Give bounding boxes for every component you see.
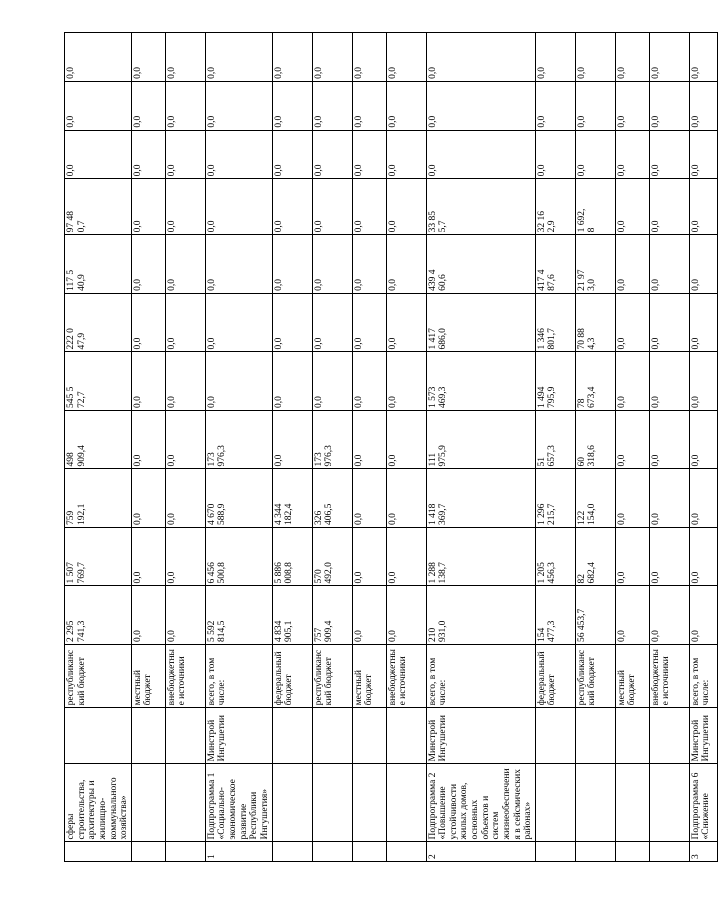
table-row: [165, 33, 205, 862]
table-cell: республиканский бюджет: [575, 645, 615, 708]
table-cell: сферы строительства, архитектуры и жилищно-коммунального хозяйства»: [65, 764, 132, 842]
table-cell: [352, 764, 386, 842]
table-cell: 2: [426, 842, 535, 862]
table-cell: 0,0: [65, 130, 132, 179]
table-cell: 0,0: [426, 130, 535, 179]
table-cell: 0,0: [131, 352, 165, 411]
table-body: [65, 33, 718, 862]
table-cell: 6 456 500,8: [205, 527, 272, 586]
table-cell: 0,0: [352, 293, 386, 352]
table-cell: всего, в том числе:: [205, 645, 272, 708]
table-cell: 0,0: [386, 586, 426, 645]
table-cell: [615, 842, 649, 862]
table-cell: [165, 842, 205, 862]
table-cell: 0,0: [649, 527, 689, 586]
table-cell: внебюджетные источники: [165, 645, 205, 708]
budget-table: [64, 32, 718, 862]
table-cell: 0,0: [65, 33, 132, 82]
table-cell: местный бюджет: [131, 645, 165, 708]
table-cell: 4 344 182,4: [272, 469, 312, 528]
table-row: [689, 33, 717, 862]
table-cell: [272, 708, 312, 764]
table-cell: 33 85 5,7: [426, 179, 535, 235]
table-row: [649, 33, 689, 862]
table-cell: [165, 764, 205, 842]
table-cell: 0,0: [689, 33, 717, 82]
table-cell: 0,0: [131, 33, 165, 82]
table-cell: 0,0: [689, 586, 717, 645]
table-cell: 0,0: [312, 130, 352, 179]
table-cell: 0,0: [575, 81, 615, 130]
table-cell: 70 88 4,3: [575, 293, 615, 352]
table-cell: 0,0: [615, 81, 649, 130]
table-cell: [575, 842, 615, 862]
table-cell: 0,0: [386, 352, 426, 411]
table-cell: 173 976,3: [312, 410, 352, 469]
table-cell: 0,0: [689, 293, 717, 352]
table-cell: 0,0: [689, 81, 717, 130]
table-cell: 51 657,3: [535, 410, 575, 469]
table-cell: 0,0: [386, 469, 426, 528]
rotated-content: [64, 32, 712, 862]
table-cell: 0,0: [649, 586, 689, 645]
table-cell: 0,0: [615, 469, 649, 528]
table-cell: 173 976,3: [205, 410, 272, 469]
table-cell: [535, 764, 575, 842]
table-cell: 1: [205, 842, 272, 862]
table-cell: 0,0: [649, 235, 689, 294]
table-cell: [352, 708, 386, 764]
table-cell: 0,0: [649, 130, 689, 179]
table-cell: 0,0: [649, 293, 689, 352]
table-cell: 0,0: [312, 33, 352, 82]
table-cell: [615, 708, 649, 764]
table-cell: 0,0: [352, 469, 386, 528]
table-cell: 0,0: [131, 235, 165, 294]
table-cell: 0,0: [205, 179, 272, 235]
table-cell: [535, 842, 575, 862]
table-cell: 0,0: [65, 81, 132, 130]
table-cell: Подпрограмма 1 «Социально-экономическое развитие Республики Ингушетия»: [205, 764, 272, 842]
table-cell: внебюджетные источники: [386, 645, 426, 708]
table-cell: 498 909,4: [65, 410, 132, 469]
table-cell: 0,0: [205, 352, 272, 411]
table-cell: 0,0: [312, 352, 352, 411]
table-cell: 0,0: [649, 179, 689, 235]
table-cell: 0,0: [165, 179, 205, 235]
table-cell: 0,0: [131, 81, 165, 130]
table-cell: [535, 708, 575, 764]
table-cell: Минстрой Ингушетии: [426, 708, 535, 764]
table-cell: 0,0: [689, 179, 717, 235]
table-cell: федеральный бюджет: [272, 645, 312, 708]
table-cell: 0,0: [426, 81, 535, 130]
table-cell: [65, 842, 132, 862]
table-cell: 0,0: [575, 130, 615, 179]
table-cell: 0,0: [312, 81, 352, 130]
table-cell: 0,0: [352, 527, 386, 586]
table-row: [535, 33, 575, 862]
table-cell: 0,0: [649, 81, 689, 130]
table-cell: 4 670 588,9: [205, 469, 272, 528]
table-cell: 122 154,0: [575, 469, 615, 528]
table-cell: 0,0: [352, 81, 386, 130]
table-cell: 0,0: [386, 33, 426, 82]
table-cell: 0,0: [615, 179, 649, 235]
table-cell: 0,0: [352, 130, 386, 179]
table-cell: [575, 764, 615, 842]
table-cell: 0,0: [272, 235, 312, 294]
table-cell: 0,0: [352, 586, 386, 645]
table-cell: 0,0: [131, 179, 165, 235]
table-cell: 0,0: [165, 527, 205, 586]
table-cell: 2 295 741,3: [65, 586, 132, 645]
table-cell: 0,0: [689, 235, 717, 294]
table-cell: 97 48 0,7: [65, 179, 132, 235]
table-cell: 1 507 769,7: [65, 527, 132, 586]
table-cell: 0,0: [165, 130, 205, 179]
table-row: [65, 33, 132, 862]
table-cell: 0,0: [312, 179, 352, 235]
table-cell: [575, 708, 615, 764]
table-cell: [312, 764, 352, 842]
table-cell: 759 192,1: [65, 469, 132, 528]
table-cell: всего, в том числе:: [426, 645, 535, 708]
table-cell: 0,0: [689, 130, 717, 179]
table-cell: 0,0: [615, 586, 649, 645]
table-cell: 0,0: [165, 81, 205, 130]
table-row: [575, 33, 615, 862]
table-cell: 1 417 686,0: [426, 293, 535, 352]
table-cell: 0,0: [205, 81, 272, 130]
table-cell: 3: [689, 842, 717, 862]
table-cell: 0,0: [205, 130, 272, 179]
table-cell: 0,0: [352, 352, 386, 411]
table-cell: [272, 842, 312, 862]
table-cell: [65, 708, 132, 764]
table-cell: 0,0: [165, 586, 205, 645]
table-cell: [131, 842, 165, 862]
table-cell: 0,0: [689, 410, 717, 469]
table-cell: республиканский бюджет: [65, 645, 132, 708]
table-cell: 0,0: [615, 130, 649, 179]
table-cell: 0,0: [165, 352, 205, 411]
table-cell: 1 205 456,3: [535, 527, 575, 586]
table-cell: 0,0: [535, 130, 575, 179]
table-cell: 0,0: [205, 33, 272, 82]
table-cell: 545 5 72,7: [65, 352, 132, 411]
table-cell: 0,0: [649, 33, 689, 82]
table-cell: 0,0: [615, 33, 649, 82]
table-cell: местный бюджет: [352, 645, 386, 708]
table-cell: 0,0: [272, 81, 312, 130]
table-cell: 0,0: [131, 527, 165, 586]
table-cell: 0,0: [352, 235, 386, 294]
table-cell: [649, 764, 689, 842]
table-cell: республиканский бюджет: [312, 645, 352, 708]
table-row: [426, 33, 535, 862]
table-cell: 1 692, 8: [575, 179, 615, 235]
table-cell: 0,0: [615, 235, 649, 294]
table-cell: 0,0: [272, 410, 312, 469]
table-cell: 0,0: [312, 235, 352, 294]
table-cell: 0,0: [386, 527, 426, 586]
table-cell: 82 682,4: [575, 527, 615, 586]
table-cell: 21 97 3,0: [575, 235, 615, 294]
table-cell: 0,0: [272, 179, 312, 235]
table-cell: [386, 764, 426, 842]
table-cell: 1 296 215,7: [535, 469, 575, 528]
table-cell: Подпрограмма 2 «Повышение устойчивости жилых домов, основных объектов и систем жизнеобеспечения в сейсмических районах»: [426, 764, 535, 842]
table-cell: [615, 764, 649, 842]
table-cell: 32 16 2,9: [535, 179, 575, 235]
table-cell: [131, 764, 165, 842]
table-row: [386, 33, 426, 862]
table-cell: 0,0: [386, 293, 426, 352]
table-cell: 0,0: [575, 33, 615, 82]
table-cell: 0,0: [272, 33, 312, 82]
table-cell: внебюджетные источники: [649, 645, 689, 708]
table-cell: 78 673,4: [575, 352, 615, 411]
table-cell: 0,0: [386, 410, 426, 469]
table-cell: 0,0: [649, 410, 689, 469]
table-cell: 0,0: [165, 410, 205, 469]
table-cell: 0,0: [615, 410, 649, 469]
table-cell: 0,0: [352, 410, 386, 469]
table-cell: 439 4 60,6: [426, 235, 535, 294]
table-cell: 5 592 814,5: [205, 586, 272, 645]
table-cell: 417 4 87,6: [535, 235, 575, 294]
table-cell: [649, 842, 689, 862]
table-cell: 0,0: [352, 179, 386, 235]
table-row: [131, 33, 165, 862]
table-cell: [312, 708, 352, 764]
table-row: [352, 33, 386, 862]
table-cell: [272, 764, 312, 842]
table-cell: 0,0: [615, 352, 649, 411]
table-cell: [312, 842, 352, 862]
table-cell: [386, 708, 426, 764]
table-cell: 326 406,5: [312, 469, 352, 528]
table-cell: [386, 842, 426, 862]
table-cell: 0,0: [131, 130, 165, 179]
table-cell: 56 453,7: [575, 586, 615, 645]
table-row: [312, 33, 352, 862]
table-cell: местный бюджет: [615, 645, 649, 708]
table-cell: 1 418 369,7: [426, 469, 535, 528]
table-cell: 5 886 008,8: [272, 527, 312, 586]
table-cell: 0,0: [615, 527, 649, 586]
table-cell: 0,0: [352, 33, 386, 82]
table-cell: 154 477,3: [535, 586, 575, 645]
table-cell: всего, в том числе:: [689, 645, 717, 708]
table-cell: 60 318,6: [575, 410, 615, 469]
table-cell: Минстрой Ингушетии: [689, 708, 717, 764]
table-cell: 117 5 40,9: [65, 235, 132, 294]
table-cell: 111 975,9: [426, 410, 535, 469]
table-cell: [649, 708, 689, 764]
table-cell: 0,0: [535, 33, 575, 82]
table-cell: 1 288 138,7: [426, 527, 535, 586]
table-cell: 1 346 801,7: [535, 293, 575, 352]
table-cell: 0,0: [649, 469, 689, 528]
table-cell: Подпрограмма 6 «Снижение: [689, 764, 717, 842]
table-cell: 0,0: [689, 469, 717, 528]
table-cell: 0,0: [131, 410, 165, 469]
table-cell: 0,0: [131, 469, 165, 528]
table-cell: 0,0: [131, 293, 165, 352]
table-cell: 1 573 469,3: [426, 352, 535, 411]
table-cell: 0,0: [535, 81, 575, 130]
table-cell: 0,0: [205, 235, 272, 294]
table-cell: 0,0: [312, 293, 352, 352]
table-cell: 0,0: [689, 352, 717, 411]
table-cell: 0,0: [165, 33, 205, 82]
table-cell: 0,0: [272, 130, 312, 179]
table-cell: 4 834 905,1: [272, 586, 312, 645]
table-cell: 757 909,4: [312, 586, 352, 645]
table-cell: 0,0: [649, 352, 689, 411]
table-row: [272, 33, 312, 862]
table-cell: 1 494 795,9: [535, 352, 575, 411]
table-cell: 0,0: [165, 293, 205, 352]
table-cell: 0,0: [386, 235, 426, 294]
table-cell: [352, 842, 386, 862]
table-cell: 222 0 47,9: [65, 293, 132, 352]
table-cell: Минстрой Ингушетии: [205, 708, 272, 764]
table-cell: 0,0: [205, 293, 272, 352]
table-cell: 0,0: [272, 352, 312, 411]
table-cell: 0,0: [165, 235, 205, 294]
table-row: [205, 33, 272, 862]
table-cell: 0,0: [426, 33, 535, 82]
table-cell: 0,0: [386, 81, 426, 130]
table-row: [615, 33, 649, 862]
table-cell: 570 492,0: [312, 527, 352, 586]
table-cell: 0,0: [386, 179, 426, 235]
table-cell: 0,0: [615, 293, 649, 352]
table-cell: 0,0: [131, 586, 165, 645]
table-cell: 210 931,0: [426, 586, 535, 645]
table-cell: 0,0: [386, 130, 426, 179]
table-cell: 0,0: [689, 527, 717, 586]
table-cell: 0,0: [165, 469, 205, 528]
table-cell: [165, 708, 205, 764]
table-cell: 0,0: [272, 293, 312, 352]
table-cell: федеральный бюджет: [535, 645, 575, 708]
table-cell: [131, 708, 165, 764]
